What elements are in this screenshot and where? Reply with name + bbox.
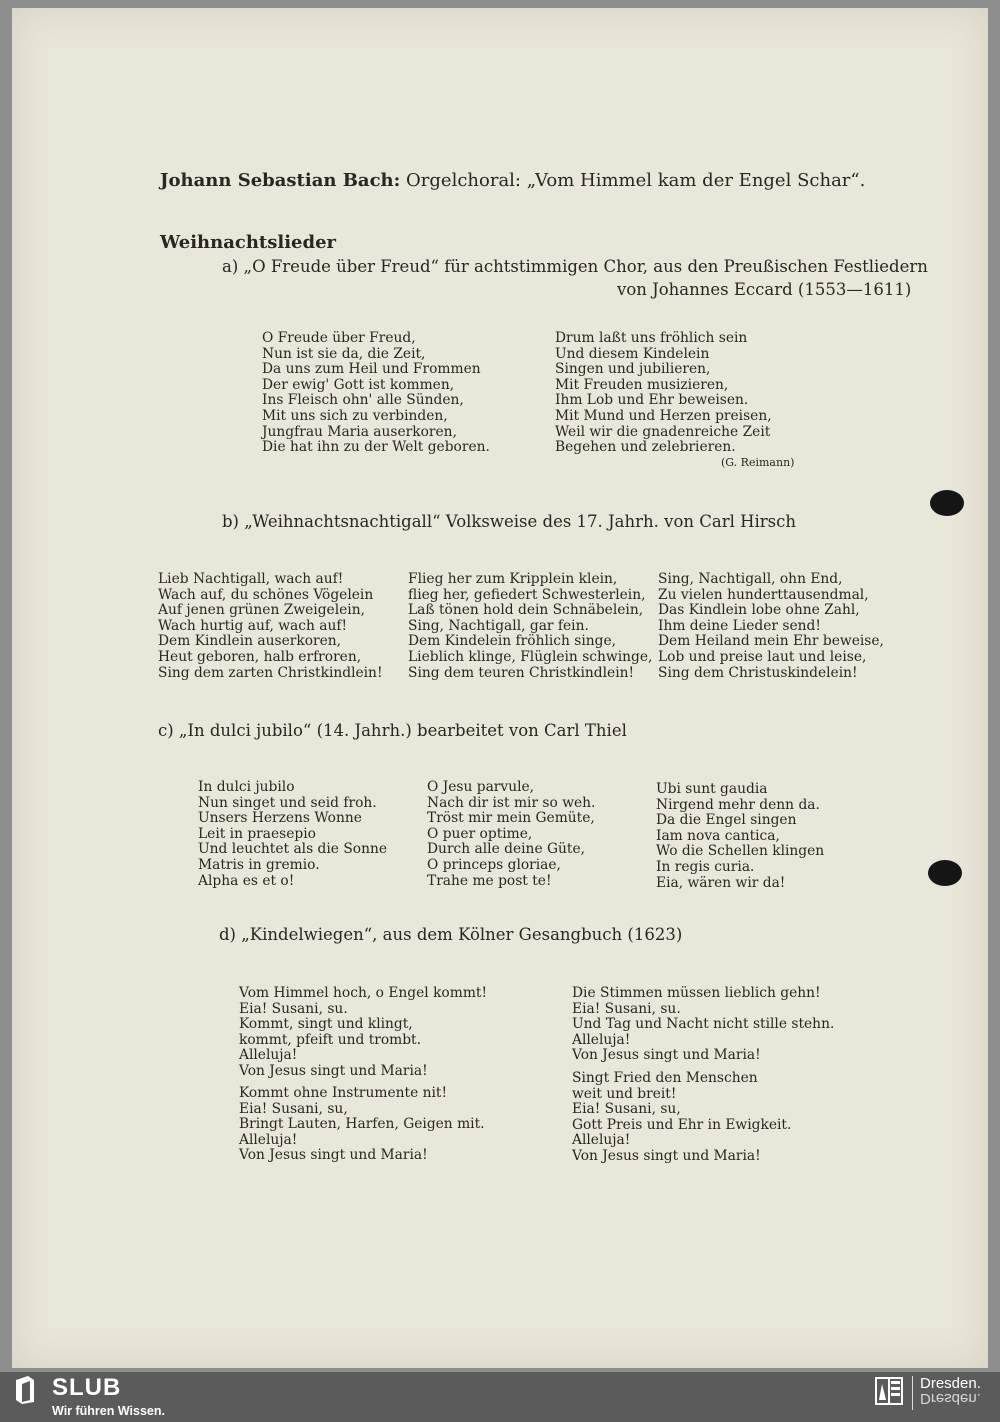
song-b-verse-line: Das Kindlein lobe ohne Zahl,	[658, 602, 860, 619]
song-d-verse-3	[572, 986, 834, 1064]
song-b-verse-line: Wach auf, du schönes Vögelein	[158, 586, 374, 603]
song-d-verse-line: Die Stimmen müssen lieblich gehn!	[572, 985, 821, 1001]
song-a-verse-line: O Freude über Freud,	[262, 330, 416, 346]
song-b-verse-line: Dem Heiland mein Ehr beweise,	[658, 633, 884, 650]
song-b-verse-line: Sing dem zarten Christkindlein!	[158, 664, 383, 681]
song-a-verse-line: Die hat ihn zu der Welt geboren.	[262, 439, 490, 456]
song-c-verse-line: Leit in praesepio	[198, 825, 316, 842]
song-b-verse-3	[658, 572, 884, 681]
song-b-verse-line: Ihm deine Lieder send!	[658, 617, 821, 634]
song-c-verse-line: Alpha es et o!	[198, 872, 295, 889]
song-a-verse-line: Und diesem Kindelein	[555, 345, 710, 362]
song-c-verse-line: In dulci jubilo	[198, 779, 295, 795]
song-a-title-line1: a) „O Freude über Freud“ für achtstimmigen Chor, aus den Preußischen Festliedern	[222, 257, 928, 276]
song-c-verse-line: O princeps gloriae,	[427, 856, 561, 873]
song-c-verse-line: Nach dir ist mir so weh.	[427, 794, 596, 811]
song-b-verse-line: Lieblich klinge, Flüglein schwinge,	[408, 648, 653, 665]
song-c-verse-line: O Jesu parvule,	[427, 779, 535, 795]
song-b-verse-line: Sing dem teuren Christkindlein!	[408, 664, 635, 681]
song-a-title-line2: von Johannes Eccard (1553—1611)	[617, 280, 912, 299]
song-b-verse-line: Auf jenen grünen Zweigelein,	[158, 602, 365, 619]
song-c-verse-line: Tröst mir mein Gemüte,	[427, 810, 595, 827]
song-a-verse-1	[262, 331, 490, 456]
song-d-verse-line: Eia! Susani, su.	[572, 1000, 681, 1017]
song-b-verse-line: Wach hurtig auf, wach auf!	[158, 617, 348, 634]
song-c-verse-line: Nun singet und seid froh.	[198, 794, 377, 811]
song-b-verse-line: Flieg her zum Kripplein klein,	[408, 571, 618, 587]
song-c-verse-line: O puer optime,	[427, 825, 533, 842]
song-b-verse-line: Dem Kindlein auserkoren,	[158, 633, 342, 650]
song-b-title: b) „Weihnachtsnachtigall“ Volksweise des 17. Jahrh. von Carl Hirsch	[222, 512, 797, 531]
song-a-verse-line: Mit Freuden musizieren,	[555, 376, 729, 393]
song-c-verse-line: Und leuchtet als die Sonne	[198, 841, 388, 858]
song-d-verse-line: Vom Himmel hoch, o Engel kommt!	[239, 985, 487, 1001]
slub-brand: SLUB	[52, 1374, 122, 1401]
song-c-verse-line: Da die Engel singen	[656, 812, 797, 829]
song-b-verse-line: Heut geboren, halb erfroren,	[158, 648, 362, 665]
song-d-verse-line: Alleluja!	[239, 1047, 298, 1064]
song-b-verse-2	[408, 572, 652, 681]
song-a-verse-line: Weil wir die gnadenreiche Zeit	[555, 423, 771, 440]
song-b-verse-line: Lob und preise laut und leise,	[658, 648, 867, 665]
song-b-verse-line: Sing dem Christuskindelein!	[658, 664, 858, 681]
song-d-verse-line: Von Jesus singt und Maria!	[239, 1147, 428, 1164]
song-b-verse-line: Laß tönen hold dein Schnäbelein,	[408, 602, 644, 619]
song-a-verse-line: Ins Fleisch ohn' alle Sünden,	[262, 392, 464, 409]
song-d-verse-line: Von Jesus singt und Maria!	[572, 1047, 761, 1064]
program-heading	[160, 170, 865, 191]
song-c-verse-2	[427, 780, 595, 889]
song-c-verse-3	[656, 782, 824, 891]
song-d-verse-1	[239, 986, 487, 1080]
song-b-verse-line: Zu vielen hunderttausendmal,	[658, 586, 869, 603]
song-d-verse-line: Und Tag und Nacht nicht stille stehn.	[572, 1016, 835, 1033]
song-b-verse-1	[158, 572, 383, 681]
song-a-verse-line: Jungfrau Maria auserkoren,	[262, 423, 457, 440]
song-d-verse-line: Von Jesus singt und Maria!	[572, 1147, 761, 1164]
song-a-verse-line: Drum laßt uns fröhlich sein	[555, 330, 748, 346]
composer-name: Johann Sebastian Bach:	[160, 170, 401, 191]
song-c-verse-line: Durch alle deine Güte,	[427, 841, 585, 858]
song-c-verse-line: Unsers Herzens Wonne	[198, 810, 362, 827]
document-page	[12, 8, 988, 1368]
song-d-verse-line: Alleluja!	[572, 1132, 631, 1149]
song-a-verse-2	[555, 331, 772, 456]
song-d-title: d) „Kindelwiegen“, aus dem Kölner Gesangbuch (1623)	[219, 925, 683, 944]
song-b-verse-line: Sing, Nachtigall, gar fein.	[408, 617, 589, 634]
song-d-verse-line: Eia! Susani, su,	[572, 1101, 681, 1118]
punch-hole-top	[930, 490, 964, 516]
slub-tagline: Wir führen Wissen.	[52, 1404, 165, 1418]
song-b-verse-line: flieg her, gefiedert Schwesterlein,	[408, 586, 646, 603]
song-c-verse-line: Eia, wären wir da!	[656, 874, 786, 891]
work-title: Orgelchoral: „Vom Himmel kam der Engel Schar“.	[406, 170, 866, 191]
footer-separator	[912, 1376, 913, 1410]
song-a-credit: (G. Reimann)	[721, 456, 795, 469]
song-d-verse-line: Gott Preis und Ehr in Ewigkeit.	[572, 1116, 792, 1133]
song-d-verse-line: Eia! Susani, su,	[239, 1100, 348, 1117]
song-c-verse-line: Iam nova cantica,	[656, 827, 780, 844]
song-d-verse-line: Alleluja!	[239, 1131, 298, 1148]
song-d-verse-line: Eia! Susani, su.	[239, 1000, 348, 1017]
song-c-verse-line: Nirgend mehr denn da.	[656, 796, 820, 813]
song-c-verse-1	[198, 780, 387, 889]
dresden-wordmark: Dresden.	[920, 1375, 981, 1392]
footer-bar	[0, 1372, 1000, 1422]
song-b-verse-line: Dem Kindelein fröhlich singe,	[408, 633, 617, 650]
song-d-verse-4	[572, 1071, 791, 1165]
song-d-verse-line: kommt, pfeift und trombt.	[239, 1031, 421, 1048]
song-a-verse-line: Der ewig' Gott ist kommen,	[262, 376, 455, 393]
slub-logo-icon	[14, 1376, 36, 1404]
song-c-verse-line: Ubi sunt gaudia	[656, 781, 768, 797]
section-title: Weihnachtslieder	[160, 232, 337, 253]
song-d-verse-line: Kommt ohne Instrumente nit!	[239, 1085, 448, 1101]
song-c-title: c) „In dulci jubilo“ (14. Jahrh.) bearbeitet von Carl Thiel	[158, 721, 627, 740]
song-d-verse-line: Bringt Lauten, Harfen, Geigen mit.	[239, 1116, 485, 1133]
song-b-verse-line: Sing, Nachtigall, ohn End,	[658, 571, 843, 587]
song-c-verse-line: Trahe me post te!	[427, 872, 552, 889]
song-d-verse-2	[239, 1086, 485, 1164]
song-a-verse-line: Nun ist sie da, die Zeit,	[262, 345, 426, 362]
song-d-verse-line: Singt Fried den Menschen	[572, 1070, 758, 1086]
song-d-verse-line: Von Jesus singt und Maria!	[239, 1062, 428, 1079]
song-a-verse-line: Begehen und zelebrieren.	[555, 439, 736, 456]
song-d-verse-line: Alleluja!	[572, 1031, 631, 1048]
song-a-verse-line: Mit uns sich zu verbinden,	[262, 407, 448, 424]
punch-hole-bottom	[928, 860, 962, 886]
dresden-crest-icon	[874, 1376, 904, 1406]
song-a-verse-line: Singen und jubilieren,	[555, 361, 711, 378]
song-c-verse-line: Wo die Schellen klingen	[656, 843, 825, 860]
song-d-verse-line: weit und breit!	[572, 1085, 677, 1102]
song-a-verse-line: Ihm Lob und Ehr beweisen.	[555, 392, 749, 409]
song-a-verse-line: Da uns zum Heil und Frommen	[262, 361, 481, 378]
song-a-verse-line: Mit Mund und Herzen preisen,	[555, 407, 772, 424]
song-c-verse-line: Matris in gremio.	[198, 856, 320, 873]
song-d-verse-line: Kommt, singt und klingt,	[239, 1016, 413, 1033]
song-c-verse-line: In regis curia.	[656, 858, 755, 875]
dresden-wordmark-reflection: Dresden.	[920, 1390, 981, 1407]
song-b-verse-line: Lieb Nachtigall, wach auf!	[158, 571, 344, 587]
